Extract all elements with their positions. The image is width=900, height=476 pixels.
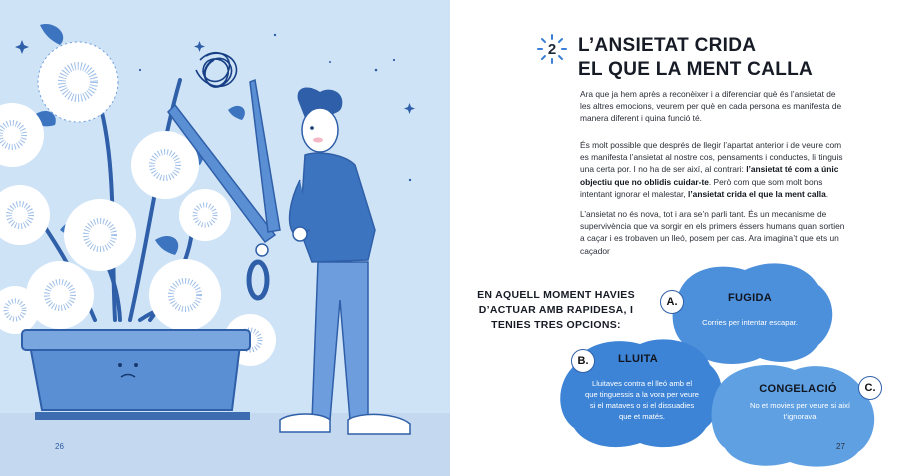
option-a-letter: A. [660, 290, 684, 314]
option-c-desc-line2: t’ignorava [783, 412, 817, 421]
chapter-title-line2: EL QUE LA MENT CALLA [578, 59, 814, 80]
option-c-desc-line1: No et movies per veure si així [749, 401, 851, 410]
paragraph-purpose-emphasis-1: l’ansietat té com a únic objectiu que no oblidis cuidar-te [580, 164, 839, 187]
option-a-title: FUGIDA [728, 292, 772, 304]
option-b-desc-line3: si el mataves o si el dissuadies [589, 401, 695, 410]
option-c-desc [730, 400, 870, 422]
chapter-title-line1: L’ANSIETAT CRIDA [578, 35, 757, 56]
option-b-desc-line2: que tinguessis a la vora per veure [585, 390, 699, 399]
paragraph-purpose-text-1: És molt possible que després de llegir l’apartat anterior i de veure com es manifesta l’ansietat al nostre cos, pensaments i conductes, li tinguis una certa por. I no ha de ser així, al contrari: [580, 140, 843, 175]
paragraph-purpose-text-3: . [825, 188, 829, 199]
question-line2: D’ACTUAR AMB RAPIDESA, I [478, 304, 634, 316]
page-number-left: 26 [55, 442, 64, 451]
paragraph-intro: Ara que ja hem après a reconèixer i a diferenciar què és l’ansietat de les altres emocions, veurem per què en cada persona es manifesta de manera diferent i quina funció té. [580, 89, 842, 124]
option-b-desc-line4: que et matés. [618, 412, 665, 421]
paragraph-purpose-text-2: . Però com que som molt bons intentant ignorar el malestar, [580, 176, 823, 199]
option-b-desc-line1: Lluitaves contra el lleó amb el [591, 379, 693, 388]
option-b-title: LLUITA [617, 353, 659, 365]
chapter-number: 2 [547, 40, 557, 58]
option-b-desc [576, 378, 708, 422]
option-c-title: CONGELACIÓ [759, 383, 837, 395]
paragraph-hunter: L’ansietat no és nova, tot i ara se’n parli tant. És un mecanisme de supervivència que va sorgir en els primers éssers humans quan sortien a caçar i es trobaven un lleó, posem per cas. Ara imagina’t que ets un caçador [580, 209, 845, 256]
option-c-letter: C. [858, 376, 882, 400]
question-line3: TENIES TRES OPCIONS: [491, 319, 621, 331]
option-b-letter: B. [571, 349, 595, 373]
option-a-desc: Corries per intentar escapar. [702, 318, 798, 327]
page-number-right: 27 [836, 442, 845, 451]
paragraph-purpose-emphasis-2: l’ansietat crida el que la ment calla [688, 188, 826, 199]
question-line1: EN AQUELL MOMENT HAVIES [477, 289, 635, 301]
